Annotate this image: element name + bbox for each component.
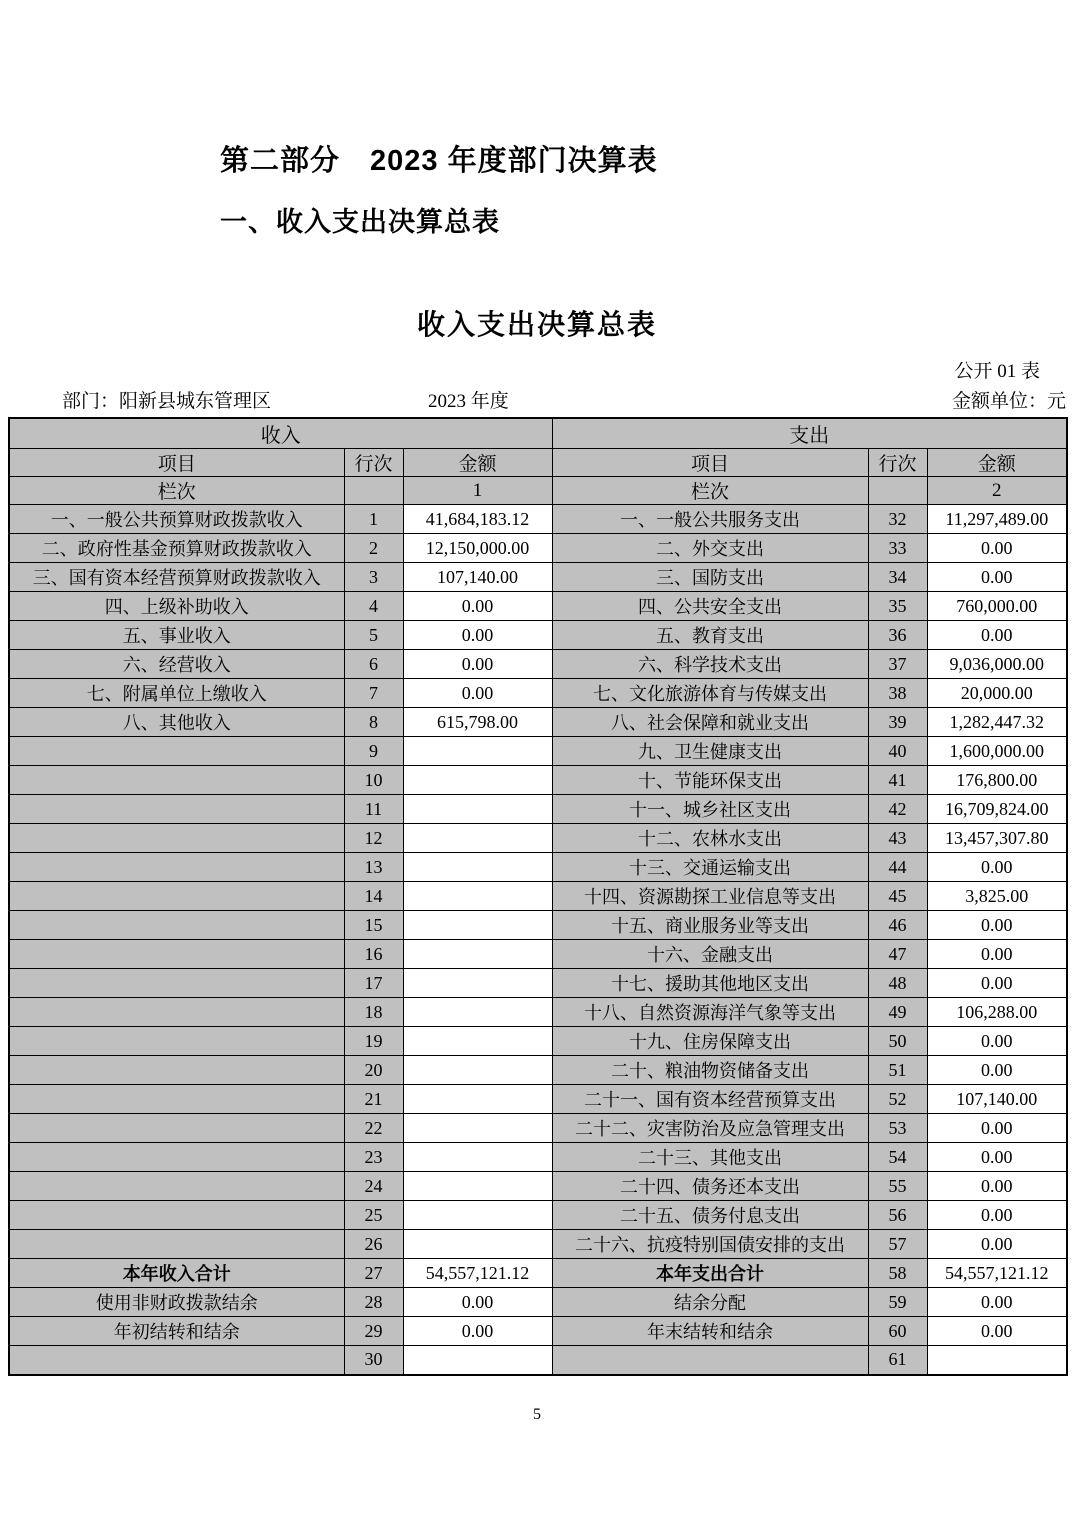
income-amount-cell: 0.00 (403, 592, 552, 621)
expense-item-cell: 十、节能环保支出 (552, 766, 868, 795)
income-amount-cell: 107,140.00 (403, 563, 552, 592)
expense-item-cell: 十六、金融支出 (552, 940, 868, 969)
income-item-cell (9, 824, 344, 853)
expense-amount-cell: 1,600,000.00 (927, 737, 1067, 766)
table-row (9, 882, 1067, 911)
expense-rownum-cell: 36 (868, 621, 927, 650)
expense-amount-cell: 0.00 (927, 969, 1067, 998)
income-amount-cell: 0.00 (403, 1288, 552, 1317)
income-amount-cell (403, 1027, 552, 1056)
income-amount-cell (403, 824, 552, 853)
income-amount-cell (403, 911, 552, 940)
income-rownum-cell: 3 (344, 563, 403, 592)
income-amount-column-header: 金额 (403, 449, 552, 477)
income-amount-cell (403, 853, 552, 882)
expense-amount-cell: 0.00 (927, 1027, 1067, 1056)
expense-item-cell: 八、社会保障和就业支出 (552, 708, 868, 737)
year-label: 2023 年度 (428, 391, 509, 412)
expense-item-cell: 二、外交支出 (552, 534, 868, 563)
expense-item-cell: 十二、农林水支出 (552, 824, 868, 853)
expense-item-cell: 七、文化旅游体育与传媒支出 (552, 679, 868, 708)
expense-amount-cell: 0.00 (927, 1288, 1067, 1317)
table-row (9, 1346, 1067, 1375)
income-amount-cell (403, 1085, 552, 1114)
income-amount-cell (403, 882, 552, 911)
expense-amount-cell: 0.00 (927, 853, 1067, 882)
income-item-cell (9, 1085, 344, 1114)
income-item-cell (9, 853, 344, 882)
income-rownum-cell: 5 (344, 621, 403, 650)
table-row (9, 795, 1067, 824)
expense-amount-cell: 0.00 (927, 940, 1067, 969)
expense-rownum-cell: 35 (868, 592, 927, 621)
income-amount-cell (403, 1143, 552, 1172)
section-title: 第二部分 2023 年度部门决算表 (220, 145, 658, 177)
income-rownum-cell: 13 (344, 853, 403, 882)
income-item-cell (9, 1201, 344, 1230)
expense-amount-cell: 11,297,489.00 (927, 505, 1067, 534)
income-item-cell: 五、事业收入 (9, 621, 344, 650)
expense-amount-cell: 0.00 (927, 1201, 1067, 1230)
income-item-cell: 一、一般公共预算财政拨款收入 (9, 505, 344, 534)
income-rownum-cell: 10 (344, 766, 403, 795)
income-rownum-cell: 8 (344, 708, 403, 737)
unit-label: 金额单位：元 (951, 391, 1066, 412)
expense-item-column-header: 项目 (552, 449, 868, 477)
income-item-cell (9, 766, 344, 795)
income-rownum-cell: 11 (344, 795, 403, 824)
expense-rownum-cell: 39 (868, 708, 927, 737)
expense-rownum-cell: 40 (868, 737, 927, 766)
expense-item-cell: 二十四、债务还本支出 (552, 1172, 868, 1201)
income-item-cell: 六、经营收入 (9, 650, 344, 679)
income-item-cell (9, 795, 344, 824)
table-row (9, 679, 1067, 708)
income-rownum-cell: 17 (344, 969, 403, 998)
expense-rownum-cell: 57 (868, 1230, 927, 1259)
expense-item-cell: 二十三、其他支出 (552, 1143, 868, 1172)
income-item-cell (9, 969, 344, 998)
income-item-cell (9, 1056, 344, 1085)
department-label: 部门：阳新县城东管理区 (62, 391, 272, 412)
income-rownum-cell: 29 (344, 1317, 403, 1346)
expense-item-cell: 十三、交通运输支出 (552, 853, 868, 882)
subsection-title: 一、收入支出决算总表 (220, 207, 500, 237)
column-index-row (9, 477, 1067, 505)
table-row (9, 998, 1067, 1027)
income-rownum-cell: 2 (344, 534, 403, 563)
income-amount-cell (403, 737, 552, 766)
income-amount-cell: 12,150,000.00 (403, 534, 552, 563)
table-row (9, 737, 1067, 766)
table-row (9, 766, 1067, 795)
expense-item-cell: 十五、商业服务业等支出 (552, 911, 868, 940)
page-number: 5 (533, 1406, 541, 1423)
income-rownum-cell: 19 (344, 1027, 403, 1056)
income-rownum-cell: 18 (344, 998, 403, 1027)
income-item-cell (9, 998, 344, 1027)
income-lanci-rownum-cell (344, 477, 403, 505)
table-row (9, 621, 1067, 650)
expense-item-cell: 十八、自然资源海洋气象等支出 (552, 998, 868, 1027)
expense-rownum-cell: 33 (868, 534, 927, 563)
expense-item-cell: 九、卫生健康支出 (552, 737, 868, 766)
expense-rownum-cell: 53 (868, 1114, 927, 1143)
income-amount-cell (403, 1172, 552, 1201)
income-item-cell: 使用非财政拨款结余 (9, 1288, 344, 1317)
income-rownum-cell: 27 (344, 1259, 403, 1288)
income-rownum-cell: 25 (344, 1201, 403, 1230)
expense-lanci-label: 栏次 (552, 477, 868, 505)
table-row (9, 824, 1067, 853)
table-row (9, 853, 1067, 882)
income-rownum-cell: 7 (344, 679, 403, 708)
table-row (9, 708, 1067, 737)
expense-item-cell: 十四、资源勘探工业信息等支出 (552, 882, 868, 911)
income-amount-cell (403, 766, 552, 795)
income-item-cell (9, 940, 344, 969)
income-amount-cell (403, 940, 552, 969)
expense-rownum-cell: 49 (868, 998, 927, 1027)
table-row (9, 1201, 1067, 1230)
table-row (9, 1288, 1067, 1317)
table-row (9, 1230, 1067, 1259)
income-section-header: 收入 (9, 418, 552, 449)
income-amount-cell: 0.00 (403, 650, 552, 679)
expense-rownum-cell: 61 (868, 1346, 927, 1375)
income-amount-cell (403, 1201, 552, 1230)
table-section-header-row (9, 418, 1067, 449)
income-amount-cell (403, 998, 552, 1027)
expense-amount-cell: 107,140.00 (927, 1085, 1067, 1114)
expense-amount-cell: 176,800.00 (927, 766, 1067, 795)
expense-item-cell: 结余分配 (552, 1288, 868, 1317)
income-column-index: 1 (403, 477, 552, 505)
expense-amount-cell: 0.00 (927, 911, 1067, 940)
table-row (9, 969, 1067, 998)
expense-item-cell (552, 1346, 868, 1375)
expense-amount-cell: 0.00 (927, 563, 1067, 592)
income-item-cell (9, 1114, 344, 1143)
table-row (9, 534, 1067, 563)
income-rownum-cell: 12 (344, 824, 403, 853)
expense-rownum-cell: 43 (868, 824, 927, 853)
income-item-cell (9, 1143, 344, 1172)
income-rownum-cell: 4 (344, 592, 403, 621)
expense-rownum-cell: 54 (868, 1143, 927, 1172)
expense-rownum-cell: 34 (868, 563, 927, 592)
expense-amount-cell: 106,288.00 (927, 998, 1067, 1027)
expense-rownum-cell: 50 (868, 1027, 927, 1056)
income-amount-cell (403, 1114, 552, 1143)
expense-amount-cell: 20,000.00 (927, 679, 1067, 708)
expense-item-cell: 本年支出合计 (552, 1259, 868, 1288)
income-amount-cell: 41,684,183.12 (403, 505, 552, 534)
income-rownum-cell: 24 (344, 1172, 403, 1201)
income-item-cell: 二、政府性基金预算财政拨款收入 (9, 534, 344, 563)
income-amount-cell (403, 1346, 552, 1375)
expense-item-cell: 年末结转和结余 (552, 1317, 868, 1346)
expense-amount-cell: 0.00 (927, 1143, 1067, 1172)
expense-amount-cell: 760,000.00 (927, 592, 1067, 621)
expense-item-cell: 三、国防支出 (552, 563, 868, 592)
income-item-cell: 年初结转和结余 (9, 1317, 344, 1346)
expense-rownum-cell: 55 (868, 1172, 927, 1201)
income-rownum-cell: 15 (344, 911, 403, 940)
expense-rownum-cell: 56 (868, 1201, 927, 1230)
expense-rownum-column-header: 行次 (868, 449, 927, 477)
expense-item-cell: 十一、城乡社区支出 (552, 795, 868, 824)
expense-item-cell: 一、一般公共服务支出 (552, 505, 868, 534)
income-rownum-cell: 21 (344, 1085, 403, 1114)
expense-amount-cell: 0.00 (927, 1056, 1067, 1085)
table-row (9, 1027, 1067, 1056)
income-item-cell: 三、国有资本经营预算财政拨款收入 (9, 563, 344, 592)
income-rownum-cell: 6 (344, 650, 403, 679)
expense-rownum-cell: 42 (868, 795, 927, 824)
expense-rownum-cell: 46 (868, 911, 927, 940)
table-title: 收入支出决算总表 (416, 309, 657, 340)
expense-item-cell: 十七、援助其他地区支出 (552, 969, 868, 998)
expense-column-index: 2 (927, 477, 1067, 505)
expense-rownum-cell: 48 (868, 969, 927, 998)
expense-rownum-cell: 60 (868, 1317, 927, 1346)
expense-amount-cell: 16,709,824.00 (927, 795, 1067, 824)
expense-amount-cell: 0.00 (927, 1230, 1067, 1259)
income-item-cell: 七、附属单位上缴收入 (9, 679, 344, 708)
income-rownum-cell: 30 (344, 1346, 403, 1375)
income-amount-cell: 0.00 (403, 1317, 552, 1346)
income-rownum-cell: 23 (344, 1143, 403, 1172)
income-amount-cell: 0.00 (403, 621, 552, 650)
expense-item-cell: 四、公共安全支出 (552, 592, 868, 621)
income-rownum-cell: 9 (344, 737, 403, 766)
income-expense-table (8, 417, 1068, 1376)
expense-amount-cell: 0.00 (927, 1317, 1067, 1346)
income-rownum-cell: 16 (344, 940, 403, 969)
income-rownum-cell: 20 (344, 1056, 403, 1085)
table-row (9, 1056, 1067, 1085)
income-rownum-column-header: 行次 (344, 449, 403, 477)
expense-amount-cell (927, 1346, 1067, 1375)
table-row (9, 1259, 1067, 1288)
table-meta-line (62, 386, 1066, 412)
income-rownum-cell: 26 (344, 1230, 403, 1259)
expense-amount-cell: 1,282,447.32 (927, 708, 1067, 737)
expense-item-cell: 二十一、国有资本经营预算支出 (552, 1085, 868, 1114)
expense-item-cell: 六、科学技术支出 (552, 650, 868, 679)
income-rownum-cell: 1 (344, 505, 403, 534)
table-code-label: 公开 01 表 (954, 361, 1040, 382)
expense-amount-cell: 0.00 (927, 534, 1067, 563)
table-column-header-row (9, 449, 1067, 477)
income-amount-cell: 0.00 (403, 679, 552, 708)
expense-amount-cell: 3,825.00 (927, 882, 1067, 911)
table-row (9, 940, 1067, 969)
expense-item-cell: 十九、住房保障支出 (552, 1027, 868, 1056)
expense-item-cell: 二十六、抗疫特别国债安排的支出 (552, 1230, 868, 1259)
expense-rownum-cell: 47 (868, 940, 927, 969)
income-rownum-cell: 22 (344, 1114, 403, 1143)
income-item-cell (9, 1172, 344, 1201)
table-row (9, 1085, 1067, 1114)
expense-rownum-cell: 58 (868, 1259, 927, 1288)
income-item-cell (9, 911, 344, 940)
income-amount-cell: 54,557,121.12 (403, 1259, 552, 1288)
table-row (9, 1317, 1067, 1346)
income-amount-cell: 615,798.00 (403, 708, 552, 737)
income-amount-cell (403, 795, 552, 824)
expense-item-cell: 二十、粮油物资储备支出 (552, 1056, 868, 1085)
expense-amount-column-header: 金额 (927, 449, 1067, 477)
income-rownum-cell: 28 (344, 1288, 403, 1317)
income-item-cell: 本年收入合计 (9, 1259, 344, 1288)
table-row (9, 592, 1067, 621)
table-row (9, 1143, 1067, 1172)
expense-lanci-rownum-cell (868, 477, 927, 505)
table-row (9, 1114, 1067, 1143)
income-lanci-label: 栏次 (9, 477, 344, 505)
income-item-cell: 四、上级补助收入 (9, 592, 344, 621)
income-rownum-cell: 14 (344, 882, 403, 911)
income-amount-cell (403, 1230, 552, 1259)
expense-rownum-cell: 51 (868, 1056, 927, 1085)
expense-amount-cell: 0.00 (927, 1172, 1067, 1201)
income-item-cell (9, 1230, 344, 1259)
income-amount-cell (403, 969, 552, 998)
expense-item-cell: 二十五、债务付息支出 (552, 1201, 868, 1230)
table-row (9, 563, 1067, 592)
expense-item-cell: 五、教育支出 (552, 621, 868, 650)
expense-section-header: 支出 (552, 418, 1067, 449)
expense-rownum-cell: 52 (868, 1085, 927, 1114)
expense-amount-cell: 0.00 (927, 621, 1067, 650)
income-item-cell (9, 1027, 344, 1056)
expense-item-cell: 二十二、灾害防治及应急管理支出 (552, 1114, 868, 1143)
expense-amount-cell: 9,036,000.00 (927, 650, 1067, 679)
expense-amount-cell: 13,457,307.80 (927, 824, 1067, 853)
expense-rownum-cell: 59 (868, 1288, 927, 1317)
income-item-cell (9, 737, 344, 766)
table-row (9, 505, 1067, 534)
expense-rownum-cell: 37 (868, 650, 927, 679)
table-row (9, 1172, 1067, 1201)
table-row (9, 650, 1067, 679)
table-row (9, 911, 1067, 940)
expense-amount-cell: 54,557,121.12 (927, 1259, 1067, 1288)
expense-rownum-cell: 38 (868, 679, 927, 708)
expense-rownum-cell: 41 (868, 766, 927, 795)
income-item-cell (9, 1346, 344, 1375)
income-item-column-header: 项目 (9, 449, 344, 477)
income-item-cell (9, 882, 344, 911)
expense-rownum-cell: 45 (868, 882, 927, 911)
income-amount-cell (403, 1056, 552, 1085)
income-item-cell: 八、其他收入 (9, 708, 344, 737)
expense-rownum-cell: 44 (868, 853, 927, 882)
expense-amount-cell: 0.00 (927, 1114, 1067, 1143)
expense-rownum-cell: 32 (868, 505, 927, 534)
